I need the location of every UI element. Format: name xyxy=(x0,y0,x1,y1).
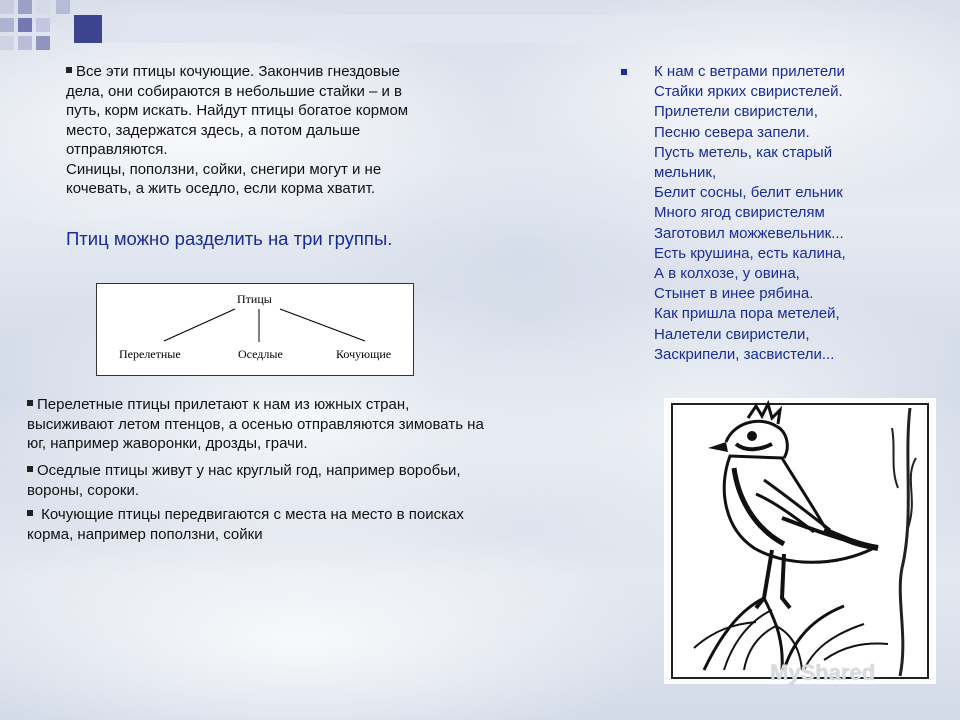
bullet-icon xyxy=(621,69,627,75)
bird-groups-diagram xyxy=(96,283,414,376)
intro-line: путь, корм искать. Найдут птицы богатое кормом xyxy=(66,102,409,119)
decor-square xyxy=(36,36,50,50)
intro-line: Синицы, поползни, сойки, снегири могут и не xyxy=(66,160,382,178)
poem-line: Прилетели свиристели, xyxy=(654,103,818,121)
poem xyxy=(654,62,846,365)
poem-line: Есть крушина, есть калина, xyxy=(654,244,846,262)
nomadic-line: Кочующие птицы передвигаются с места на место в поисках xyxy=(41,506,464,523)
poem-line: Заготовил можжевельник... xyxy=(654,224,844,242)
bird-drawing xyxy=(664,398,936,684)
decor-square xyxy=(0,36,14,50)
bullet-icon xyxy=(27,466,33,472)
bullet-icon xyxy=(27,510,33,516)
waxwing-illustration xyxy=(664,398,936,684)
nomadic-line: корма, например поползни, сойки xyxy=(27,525,263,543)
poem-line: Белит сосны, белит ельник xyxy=(654,184,843,202)
sedentary-paragraph xyxy=(27,461,461,500)
nomadic-paragraph xyxy=(27,505,464,544)
poem-line: Много ягод свиристелям xyxy=(654,204,825,222)
poem-line: мельник, xyxy=(654,164,717,182)
decor-square xyxy=(18,0,32,14)
diagram-node-nomadic: Кочующие xyxy=(336,347,392,361)
intro-line: отправляются. xyxy=(66,141,168,158)
bullet-icon xyxy=(27,400,33,406)
migratory-line: Перелетные птицы прилетают к нам из южных стран, xyxy=(37,396,410,413)
intro-line: место, задержатся здесь, а потом дальше xyxy=(66,121,361,139)
poem-line: Как пришла пора метелей, xyxy=(654,305,840,323)
top-decor-bar xyxy=(74,15,960,43)
poem-line: Заскрипели, засвистели... xyxy=(654,345,835,363)
poem-line: Стынет в инее рябина. xyxy=(654,285,814,303)
intro-line: кочевать, а жить оседло, если корма хватит. xyxy=(66,180,376,197)
watermark: MyShared xyxy=(770,660,876,685)
diagram-node-migratory: Перелетные xyxy=(119,347,181,361)
poem-line: Стайки ярких свиристелей. xyxy=(654,83,843,101)
decor-square xyxy=(18,18,32,32)
groups-heading: Птиц можно разделить на три группы. xyxy=(66,228,393,249)
intro-line: Все эти птицы кочующие. Закончив гнездовые xyxy=(76,63,400,80)
decor-square xyxy=(0,0,14,14)
migratory-line: юг, например жаворонки, дрозды, грачи. xyxy=(27,435,308,452)
decor-square xyxy=(18,36,32,50)
poem-line: Налетели свиристели, xyxy=(654,325,810,343)
decor-square xyxy=(36,0,50,14)
diagram-node-sedentary: Оседлые xyxy=(238,347,283,361)
bullet-icon xyxy=(66,67,72,73)
poem-line: Песню севера запели. xyxy=(654,123,810,141)
decor-square xyxy=(0,18,14,32)
poem-line: Пусть метель, как старый xyxy=(654,143,833,161)
poem-line: А в колхозе, у овина, xyxy=(654,265,800,283)
intro-paragraph xyxy=(66,62,408,199)
sedentary-line: Оседлые птицы живут у нас круглый год, например воробьи, xyxy=(37,462,461,479)
intro-line: дела, они собираются в небольшие стайки – и в xyxy=(66,82,403,100)
sedentary-line: вороны, сороки. xyxy=(27,481,140,499)
migratory-line: высиживают летом птенцов, а осенью отправляются зимовать на xyxy=(27,415,484,433)
diagram-root: Птицы xyxy=(237,292,272,306)
migratory-paragraph xyxy=(27,395,484,454)
poem-line: К нам с ветрами прилетели xyxy=(654,63,845,80)
decor-square xyxy=(36,18,50,32)
decor-square xyxy=(74,15,102,43)
decor-square xyxy=(56,0,70,14)
